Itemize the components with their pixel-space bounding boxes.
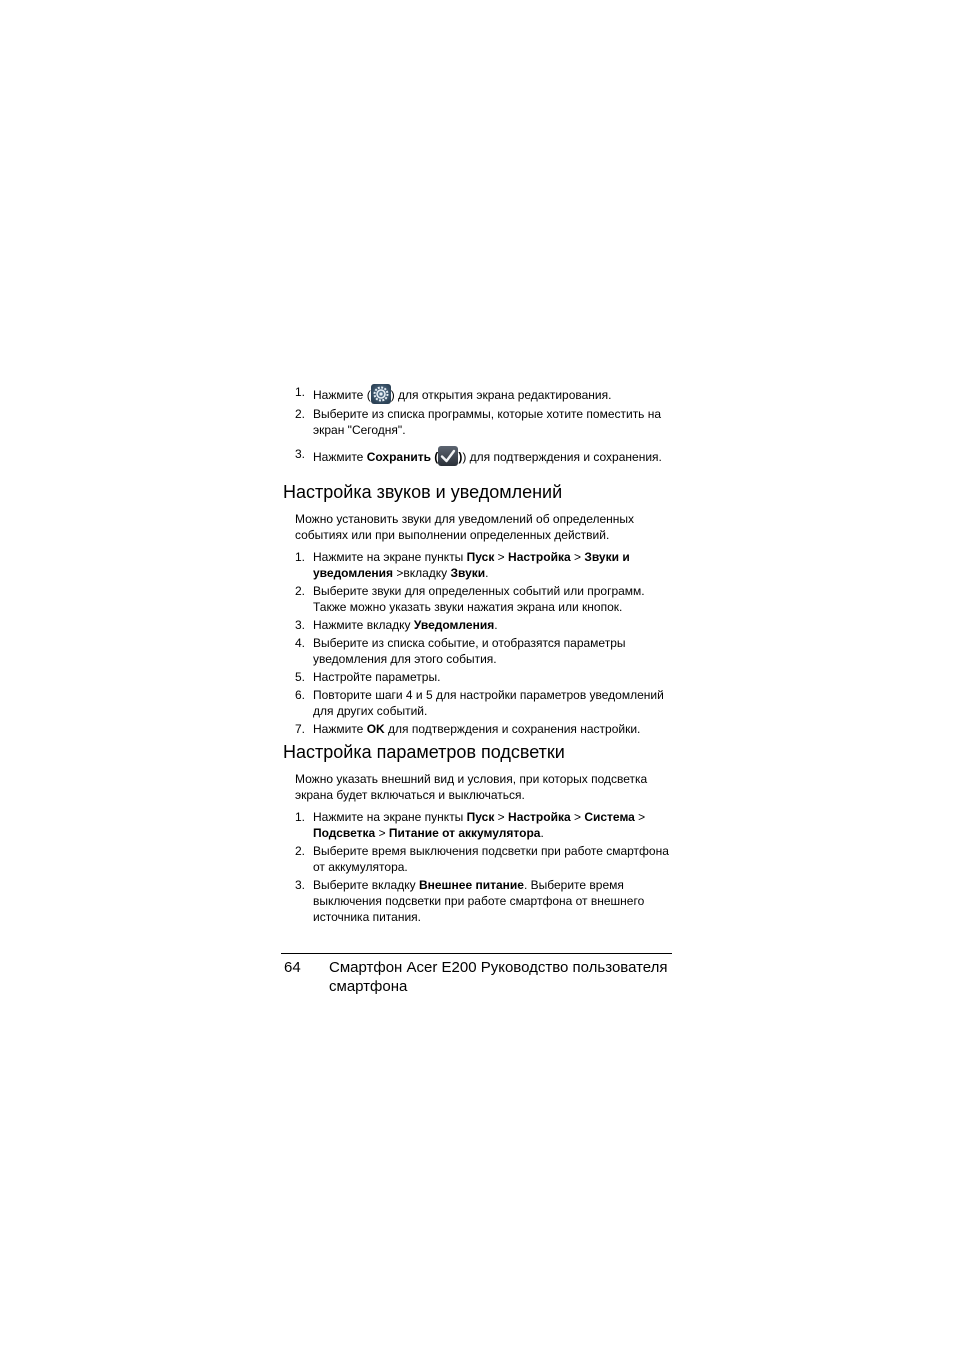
backlight-steps-list	[295, 809, 675, 927]
backlight-step-1: 1. Нажмите на экране пункты Пуск > Настройка > Система > Подсветка > Питание от аккумулятора.	[295, 810, 646, 840]
sounds-step-6: 6. Повторите шаги 4 и 5 для настройки параметров уведомлений для других событий.	[295, 688, 664, 718]
sounds-step-7: 7. Нажмите OK для подтверждения и сохранения настройки.	[295, 722, 641, 736]
intro-step-3: 3. Нажмите Сохранить ( )) для подтверждения и сохранения.	[295, 447, 662, 464]
intro-step-2: 2. Выберите из списка программы, которые хотите поместить на экран "Сегодня".	[295, 407, 662, 437]
sounds-steps-list	[295, 549, 675, 739]
sounds-intro: Можно установить звуки для уведомлений об определенных событиях или при выполнении определенных действий.	[295, 512, 635, 542]
sounds-step-2: 2. Выберите звуки для определенных событий или программ. Также можно указать звуки нажатия экрана или кнопок.	[295, 584, 645, 614]
sounds-step-3: 3. Нажмите вкладку Уведомления.	[295, 618, 498, 632]
footer-title: Смартфон Acer E200 Руководство пользователя смартфона	[329, 959, 668, 995]
section-heading-backlight: Настройка параметров подсветки	[283, 742, 565, 762]
section-heading-sounds: Настройка звуков и уведомлений	[283, 482, 563, 502]
intro-steps-list	[295, 384, 675, 468]
gear-icon	[371, 384, 391, 404]
backlight-step-2: 2. Выберите время выключения подсветки при работе смартфона от аккумулятора.	[295, 844, 669, 874]
backlight-step-3: 3. Выберите вкладку Внешнее питание. Выберите время выключения подсветки при работе смартфона от внешнего источника питания.	[295, 878, 645, 924]
backlight-intro: Можно указать внешний вид и условия, при которых подсветка экрана будет включаться и выключаться.	[295, 772, 648, 802]
sounds-step-5: 5. Настройте параметры.	[295, 670, 441, 684]
check-icon	[438, 446, 458, 466]
intro-step-1: 1. Нажмите ( ) для открытия экрана редактирования.	[295, 385, 612, 402]
sounds-step-1: 1. Нажмите на экране пункты Пуск > Настройка > Звуки и уведомления >вкладку Звуки.	[295, 550, 630, 580]
page-number: 64	[284, 959, 301, 976]
footer-rule	[281, 953, 672, 954]
sounds-step-4: 4. Выберите из списка событие, и отобразятся параметры уведомления для этого события.	[295, 636, 626, 666]
